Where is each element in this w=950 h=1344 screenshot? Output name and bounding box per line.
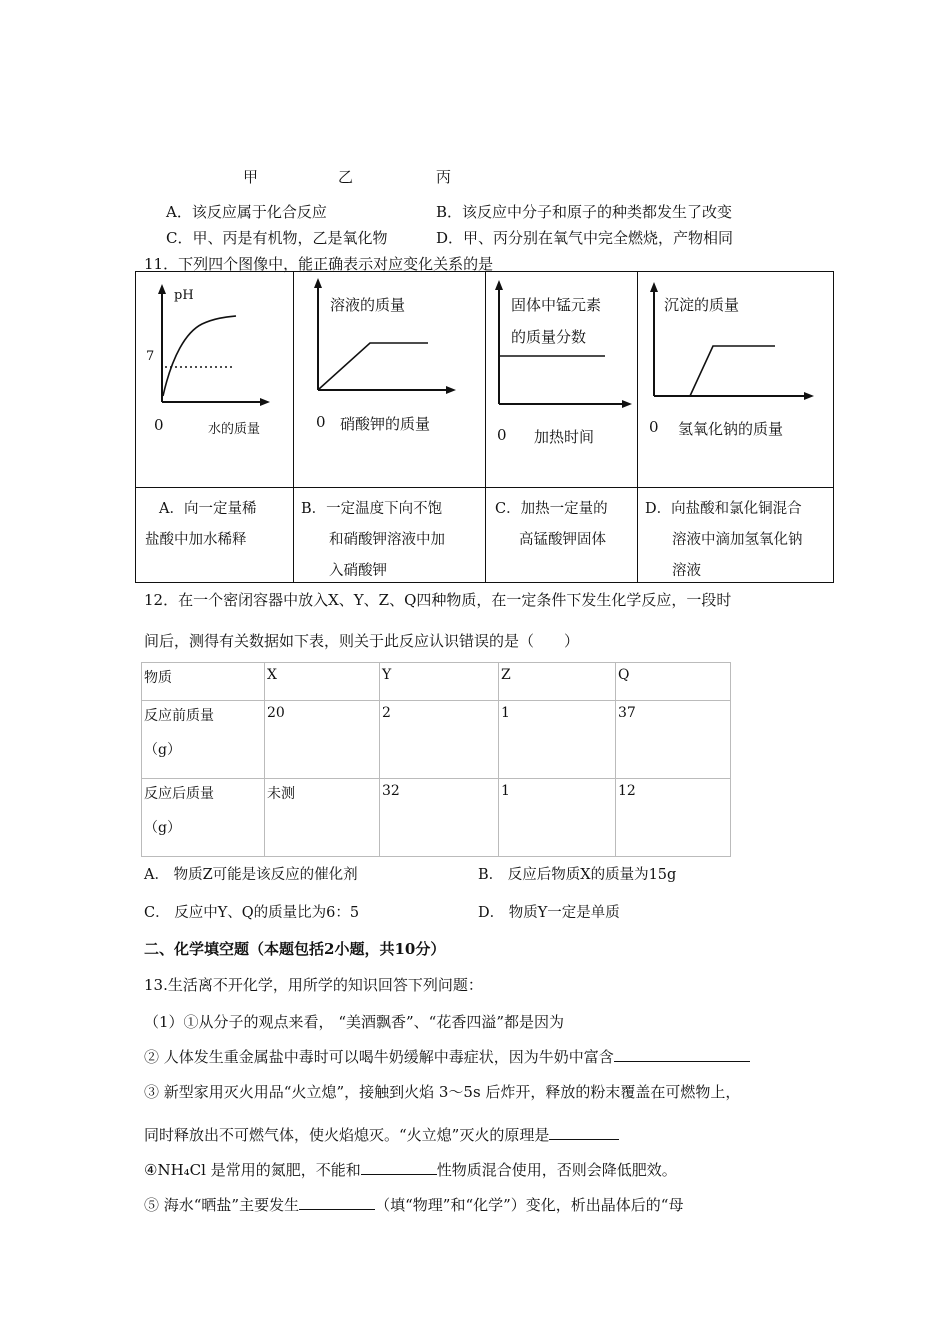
q11-option-a-l1: A．向一定量稀	[159, 501, 257, 517]
q11-option-d-l2: 溶液中滴加氢氧化钠	[672, 532, 803, 548]
table-cell: 未测	[265, 779, 380, 857]
q11-option-a-l2: 盐酸中加水稀释	[145, 532, 247, 548]
table-header: Q	[616, 663, 731, 701]
section2-title: 二、化学填空题（本题包括2小题，共10分）	[144, 940, 446, 958]
q13-line-4-text: 同时释放出不可燃气体，使火焰熄灭。“火立熄”灭火的原理是	[144, 1126, 550, 1144]
table-header: X	[265, 663, 380, 701]
q12-data-table	[141, 662, 731, 857]
q12-option-c: C． 反应中Y、Q的质量比为6：5	[144, 905, 360, 921]
q12-option-b: B． 反应后物质X的质量为15g	[478, 867, 677, 883]
q13-line-1: （1）①从分子的观点来看， “美酒飘香”、“花香四溢”都是因为	[144, 1013, 564, 1031]
label-jia: 甲	[243, 168, 259, 186]
q11-option-c-l2: 高锰酸钾固体	[519, 532, 606, 548]
q11-option-d-l3: 溶液	[672, 563, 701, 579]
graph-c-xlabel: 加热时间	[534, 428, 595, 446]
q11-option-d-l1: D．向盐酸和氯化铜混合	[645, 501, 802, 517]
q11-option-b-l3: 入硝酸钾	[329, 563, 387, 579]
answer-blank[interactable]	[299, 1195, 375, 1210]
table-cell	[142, 701, 265, 779]
graph-a-xlabel: 水的质量	[208, 422, 261, 437]
q11-option-a	[145, 494, 256, 556]
table-cell: 2	[380, 701, 499, 779]
q11-option-b-l1: B．一定温度下向不饱	[301, 501, 443, 517]
q11-option-c	[495, 494, 608, 556]
q11-graph-table	[0, 0, 950, 600]
graph-a-ylabel: pH	[174, 288, 194, 303]
table-row	[142, 701, 731, 779]
q13-line-5-text-a: ④NH₄Cl 是常用的氮肥，不能和	[144, 1161, 361, 1179]
row-label-2: （g）	[144, 742, 181, 758]
graph-a-origin: 0	[154, 416, 164, 434]
graph-c-origin: 0	[497, 426, 507, 444]
graph-d-ylabel: 沉淀的质量	[664, 296, 740, 314]
table-cell: 32	[380, 779, 499, 857]
graph-c-ylabel-2: 的质量分数	[511, 328, 587, 346]
q13-line-6	[144, 1194, 683, 1215]
q11-option-b-l2: 和硝酸钾溶液中加	[329, 532, 445, 548]
q10-option-d: D．甲、丙分别在氧气中完全燃烧，产物相同	[436, 229, 734, 247]
answer-blank[interactable]	[549, 1125, 619, 1140]
q11-option-c-l1: C．加热一定量的	[495, 501, 608, 517]
q12-stem-1: 12．在一个密闭容器中放入X、Y、Z、Q四种物质，在一定条件下发生化学反应，一段时	[144, 591, 732, 609]
table-cell: 20	[265, 701, 380, 779]
q12-option-a: A． 物质Z可能是该反应的催化剂	[144, 867, 358, 883]
graph-c-ylabel-1: 固体中锰元素	[511, 296, 602, 314]
graph-a-tick: 7	[146, 349, 155, 364]
graph-b-origin: 0	[316, 413, 326, 431]
q13-line-3: ③ 新型家用灭火用品“火立熄”，接触到火焰 3～5s 后炸开，释放的粉末覆盖在可燃物上，	[144, 1083, 741, 1101]
q13-line-2-text: ② 人体发生重金属盐中毒时可以喝牛奶缓解中毒症状，因为牛奶中富含	[144, 1048, 614, 1066]
label-bing: 丙	[436, 168, 452, 186]
table-cell: 37	[616, 701, 731, 779]
q12-stem-2: 间后，测得有关数据如下表，则关于此反应认识错误的是（ ）	[144, 632, 580, 650]
label-yi: 乙	[338, 168, 354, 186]
row-label-1: 反应后质量	[144, 786, 214, 802]
table-header: Z	[499, 663, 616, 701]
table-header: Y	[380, 663, 499, 701]
table-row	[142, 779, 731, 857]
graph-b-ylabel: 溶液的质量	[330, 296, 406, 314]
q13-line-5-text-b: 性物质混合使用，否则会降低肥效。	[436, 1161, 677, 1179]
answer-blank[interactable]	[614, 1047, 750, 1062]
q13-line-4	[144, 1124, 619, 1145]
q11-stem: 11．下列四个图像中，能正确表示对应变化关系的是	[144, 255, 494, 273]
table-cell	[142, 779, 265, 857]
q11-option-b	[301, 494, 445, 587]
graph-b-xlabel: 硝酸钾的质量	[340, 415, 431, 433]
q13-line-5	[144, 1159, 677, 1180]
q12-option-d: D． 物质Y一定是单质	[478, 905, 620, 921]
table-header: 物质	[142, 663, 265, 701]
q13-line-6-text-a: ⑤ 海水“晒盐”主要发生	[144, 1196, 300, 1214]
table-cell: 1	[499, 779, 616, 857]
q13-line-6-text-b: （填“物理”和“化学”）变化，析出晶体后的“母	[375, 1196, 684, 1214]
q13-line-2	[144, 1046, 750, 1067]
graph-d-origin: 0	[649, 418, 659, 436]
table-cell: 1	[499, 701, 616, 779]
answer-blank[interactable]	[361, 1160, 437, 1175]
graph-d-xlabel: 氢氧化钠的质量	[678, 420, 784, 438]
q10-option-b: B．该反应中分子和原子的种类都发生了改变	[436, 203, 733, 221]
row-label-2: （g）	[144, 820, 181, 836]
q13-stem: 13.生活离不开化学，用所学的知识回答下列问题：	[144, 976, 483, 994]
q10-option-c: C．甲、丙是有机物，乙是氧化物	[166, 229, 388, 247]
q10-option-a: A．该反应属于化合反应	[166, 203, 327, 221]
table-cell: 12	[616, 779, 731, 857]
q11-option-d	[645, 494, 803, 587]
row-label-1: 反应前质量	[144, 708, 214, 724]
